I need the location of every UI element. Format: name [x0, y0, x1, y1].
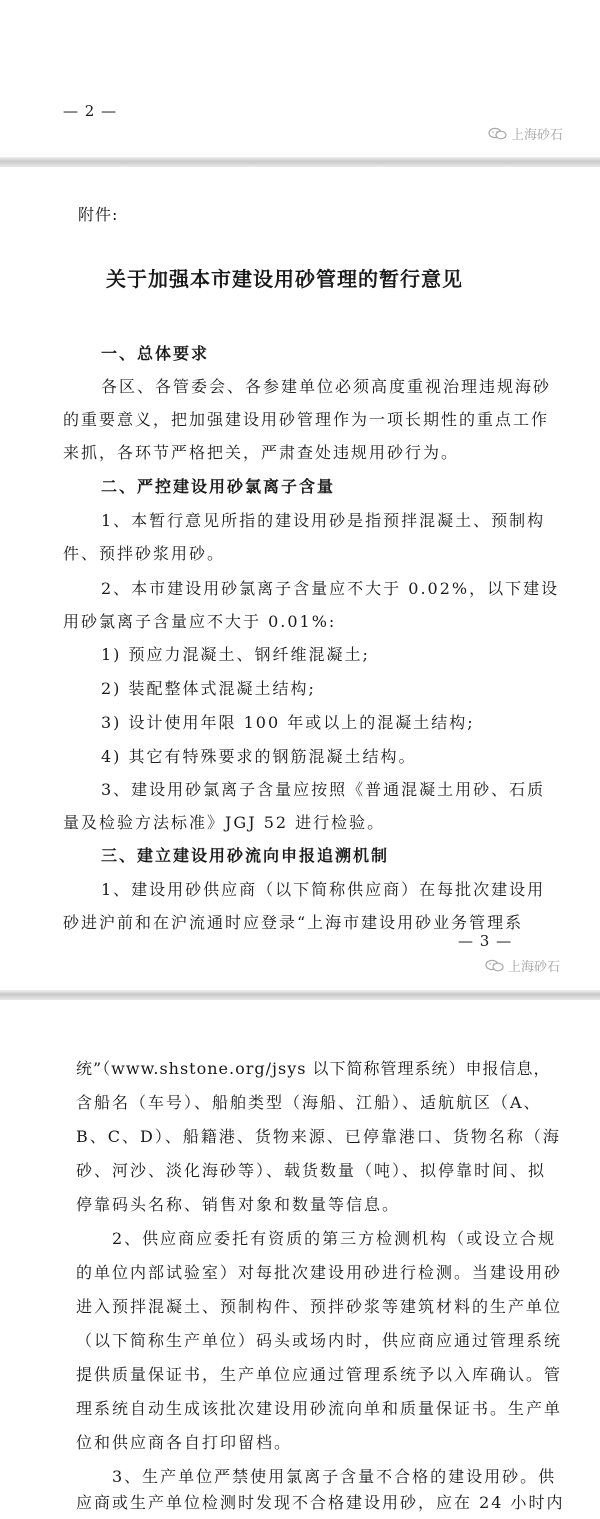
paragraph-line: 应商或生产单位检测时发现不合格建设用砂，应在 24 小时内 [76, 1493, 565, 1512]
page-number-2: — 2 — [63, 102, 118, 120]
list-item: 4) 其它有特殊要求的钢筋混凝土结构。 [101, 747, 417, 766]
paragraph-line: 统”（www.shstone.org/jsys 以下简称管理系统）申报信息， [76, 1059, 551, 1078]
paragraph-line: 3、建设用砂氯离子含量应按照《普通混凝土用砂、石质 [101, 780, 546, 799]
document-title: 关于加强本市建设用砂管理的暂行意见 [106, 267, 463, 291]
paragraph-line: 来抓，各环节严格把关，严肃查处违规用砂行为。 [63, 443, 460, 462]
paragraph-line: 砂进沪前和在沪流通时应登录“上海市建设用砂业务管理系 [63, 913, 524, 932]
watermark-text: 上海砂石 [508, 960, 561, 975]
page-separator-middle [0, 990, 600, 1000]
section-heading-2: 二、严控建设用砂氯离子含量 [101, 477, 336, 496]
watermark [488, 124, 563, 143]
list-item: 3) 设计使用年限 100 年或以上的混凝土结构; [101, 713, 475, 732]
paragraph-line: 各区、各管委会、各参建单位必须高度重视治理违规海砂 [101, 377, 552, 396]
paragraph-line: B、C、D）、船籍港、货物来源、已停靠港口、货物名称（海 [76, 1127, 561, 1146]
list-item: 2) 装配整体式混凝土结构; [101, 679, 316, 698]
paragraph-line: 的重要意义，把加强建设用砂管理作为一项长期性的重点工作 [63, 410, 550, 429]
paragraph-line: 的单位内部试验室）对每批次建设用砂进行检测。当建设用砂 [76, 1263, 563, 1282]
paragraph-line: 件、预拌砂浆用砂。 [63, 544, 226, 563]
page-number-3: — 3 — [458, 932, 513, 950]
wechat-icon [485, 959, 505, 972]
paragraph-line: 1、本暂行意见所指的建设用砂是指预拌混凝土、预制构 [101, 511, 546, 530]
watermark-text: 上海砂石 [511, 128, 564, 143]
section-heading-3: 三、建立建设用砂流向申报追溯机制 [101, 846, 390, 865]
page-separator-top [0, 157, 600, 167]
list-item: 1) 预应力混凝土、钢纤维混凝土; [101, 645, 370, 664]
paragraph-line: 1、建设用砂供应商（以下简称供应商）在每批次建设用 [101, 880, 546, 899]
attachment-label: 附件: [78, 205, 119, 224]
paragraph-line: 用砂氯离子含量应不大于 0.01%: [63, 612, 337, 631]
wechat-icon [488, 127, 508, 140]
paragraph-line: 3、生产单位严禁使用氯离子含量不合格的建设用砂。供 [112, 1467, 557, 1486]
paragraph-line: 量及检验方法标准》JGJ 52 进行检验。 [63, 813, 386, 832]
paragraph-line: 2、供应商应委托有资质的第三方检测机构（或设立合规 [112, 1229, 557, 1248]
watermark [485, 956, 560, 975]
paragraph-line: 进入预拌混凝土、预制构件、预拌砂浆等建筑材料的生产单位 [76, 1297, 563, 1316]
paragraph-line: 位和供应商各自打印留档。 [76, 1433, 293, 1452]
paragraph-line: 理系统自动生成该批次建设用砂流向单和质量保证书。生产单 [76, 1399, 563, 1418]
paragraph-line: 砂、河沙、淡化海砂等）、载货数量（吨）、拟停靠时间、拟 [76, 1161, 547, 1180]
paragraph-line: 提供质量保证书，生产单位应通过管理系统予以入库确认。管 [76, 1365, 563, 1384]
paragraph-line: 2、本市建设用砂氯离子含量应不大于 0.02%，以下建设 [101, 579, 560, 598]
paragraph-line: 含船名（车号）、船舶类型（海船、江船）、适航航区（A、 [76, 1093, 542, 1112]
paragraph-line: （以下简称生产单位）码头或场内时，供应商应通过管理系统 [76, 1331, 563, 1350]
section-heading-1: 一、总体要求 [101, 344, 210, 363]
paragraph-line: 停靠码头名称、销售对象和数量等信息。 [76, 1195, 401, 1214]
